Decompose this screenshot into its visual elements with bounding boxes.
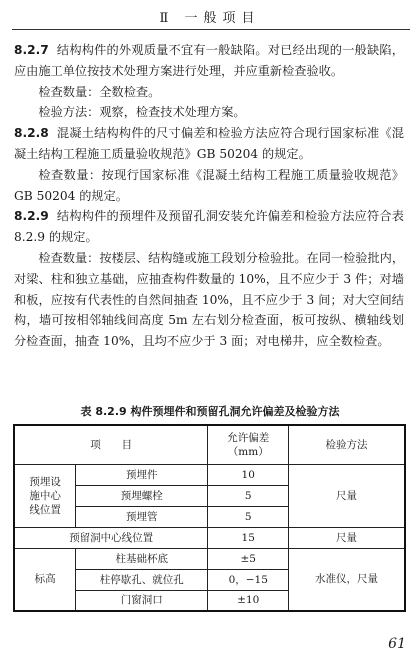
item-cell: 柱停歇孔、就位孔: [76, 569, 208, 590]
tolerance-cell: ±5: [208, 548, 289, 569]
item-cell: 预埋螺栓: [76, 485, 208, 506]
method-cell: 尺量: [289, 464, 405, 527]
tolerance-cell: 0，−15: [208, 569, 289, 590]
tolerance-cell: 5: [208, 485, 289, 506]
clause-8-2-9: [14, 206, 404, 248]
clause-number: 8.2.7: [14, 43, 49, 57]
clause-8-2-8: [14, 123, 404, 165]
tolerance-cell: 5: [208, 506, 289, 527]
table-header-row: [14, 425, 405, 464]
item-cell: 门窗洞口: [76, 590, 208, 611]
group-label-elevation: 标高: [14, 548, 76, 611]
clause-text: 混凝土结构构件的尺寸偏差和检验方法应符合现行国家标准《混凝土结构工程施工质量验收规范》GB 50204 的规定。: [14, 126, 404, 161]
paragraph: 检查数量：全数检查。: [38, 84, 161, 99]
method-cell: 尺量: [289, 527, 405, 548]
item-cell: 柱基础杯底: [76, 548, 208, 569]
header-tolerance: [208, 425, 289, 464]
group-label-embedded: [14, 464, 76, 527]
body-text: [14, 40, 404, 352]
header-rule: [12, 29, 410, 30]
clause-8-2-7: [14, 40, 404, 82]
header-method: 检验方法: [289, 425, 405, 464]
table-title: 表 8.2.9 构件预埋件和预留孔洞允许偏差及检验方法: [80, 405, 340, 418]
header-item: 项 目: [14, 425, 208, 464]
running-header: Ⅱ 一般项目: [159, 11, 261, 26]
tolerance-table: [13, 424, 406, 612]
table-row: [14, 464, 405, 485]
tolerance-cell: 10: [208, 464, 289, 485]
group-label-line: 预埋设: [29, 475, 61, 488]
paragraph: 检查数量：按现行国家标准《混凝土结构工程施工质量验收规范》GB 50204 的规定。: [14, 167, 404, 203]
table-row: [14, 548, 405, 569]
clause-number: 8.2.8: [14, 126, 49, 141]
method-cell: 水准仪，尺量: [289, 548, 405, 611]
paragraph: 检查数量：按楼层、结构缝或施工段划分检验批。在同一检验批内，对梁、柱和独立基础，应抽查构件数量的 10%，且不应少于 3 件；对墙和板，应按有代表性的自然间抽查 10%，且不应少于 3 间；对大空间结构，墙可按相邻轴线间高度 5m 左右划分检查面，板可按纵、横轴线划分检查面，抽查 10%，且均不应少于 3 面；对电梯井，应全数检查。: [14, 250, 405, 349]
clause-text: 结构构件的预埋件及预留孔洞安装允许偏差和检验方法应符合表 8.2.9 的规定。: [14, 209, 404, 245]
group-label-line: 线位置: [29, 503, 61, 516]
item-cell: 预埋管: [76, 506, 208, 527]
tolerance-cell: ±10: [208, 590, 289, 611]
clause-number: 8.2.9: [14, 209, 49, 224]
paragraph: 检验方法：观察，检查技术处理方案。: [38, 105, 246, 120]
item-cell: 预埋件: [76, 464, 208, 485]
header-tolerance-line1: 允许偏差: [227, 431, 270, 444]
group-label-line: 施中心: [29, 489, 61, 502]
tolerance-cell: 15: [208, 527, 289, 548]
clause-text: 结构构件的外观质量不宜有一般缺陷。对已经出现的一般缺陷，应由施工单位按技术处理方案进行处理，并应重新检查验收。: [14, 43, 404, 78]
item-cell: 预留洞中心线位置: [14, 527, 208, 548]
header-tolerance-line2: （mm）: [227, 445, 269, 458]
page-number: 61: [388, 636, 406, 652]
table-row: [14, 527, 405, 548]
